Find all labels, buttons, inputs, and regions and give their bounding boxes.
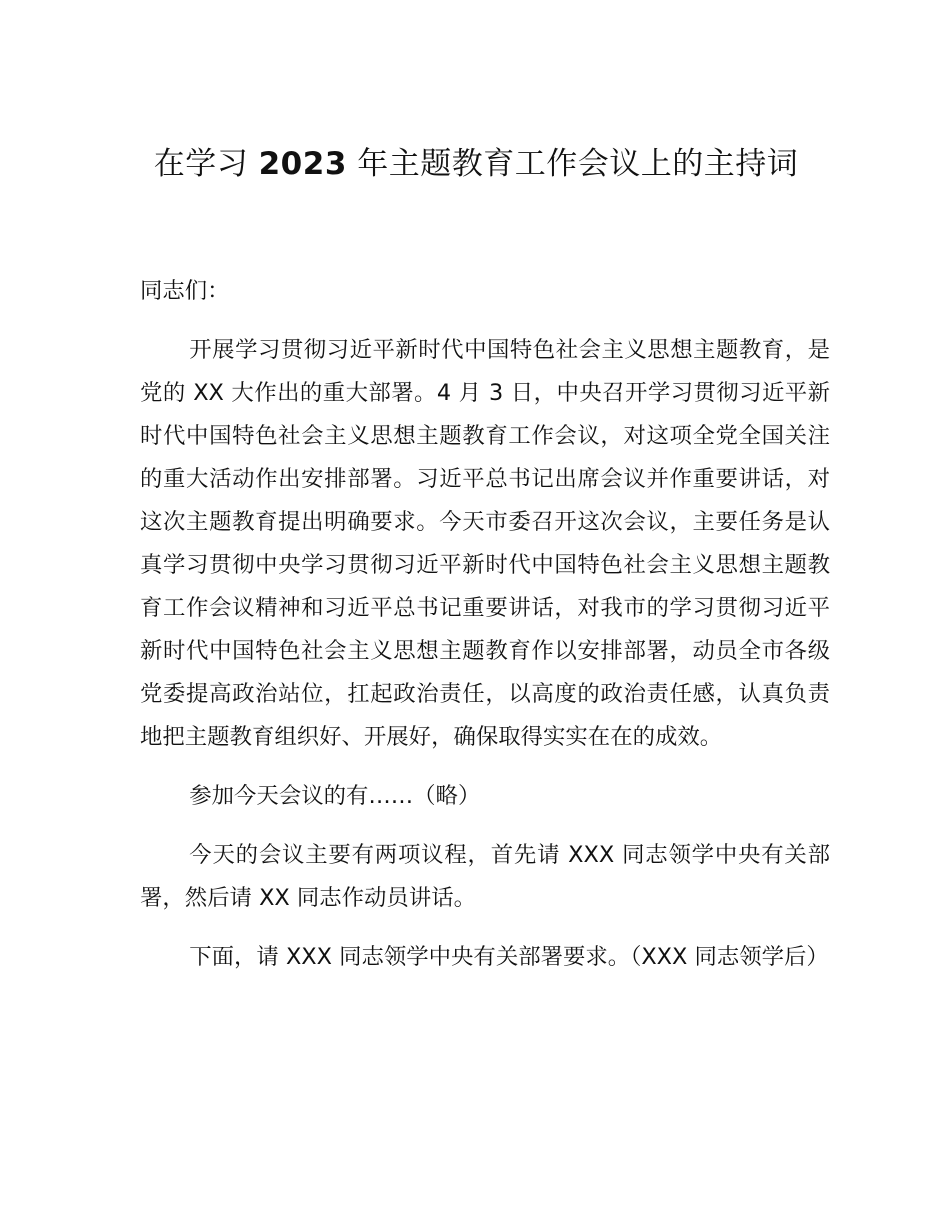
paragraph-attendees: 参加今天会议的有……（略）: [189, 783, 481, 809]
paragraph-next: 下面，请 XXX 同志领学中央有关部署要求。（XXX 同志领学后）: [189, 944, 829, 970]
title-suffix: 年主题教育工作会议上的主持词: [357, 146, 799, 182]
document-body: [140, 270, 830, 995]
salutation: 同志们：: [140, 278, 230, 304]
paragraph-intro: 开展学习贯彻习近平新时代中国特色社会主义思想主题教育，是党的 XX 大作出的重大部署。4 月 3 日，中央召开学习贯彻习近平新时代中国特色社会主义思想主题教育工作会议，对这项全党全国关注的重大活动作出安排部署。习近平总书记出席会议并作重要讲话，对这次主题教育提出明确要求。今天市委召开这次会议，主要任务是认真学习贯彻中央学习贯彻习近平新时代中国特色社会主义思想主题教育工作会议精神和习近平总书记重要讲话，对我市的学习贯彻习近平新时代中国特色社会主义思想主题教育作以安排部署，动员全市各级党委提高政治站位，扛起政治责任，以高度的政治责任感，认真负责地把主题教育组织好、开展好，确保取得实实在在的成效。: [140, 337, 830, 750]
title-prefix: 在学习: [153, 146, 249, 182]
document-title: [140, 140, 812, 188]
title-year: 2023: [258, 146, 347, 182]
paragraph-agenda: 今天的会议主要有两项议程，首先请 XXX 同志领学中央有关部署，然后请 XX 同志作动员讲话。: [140, 842, 830, 911]
